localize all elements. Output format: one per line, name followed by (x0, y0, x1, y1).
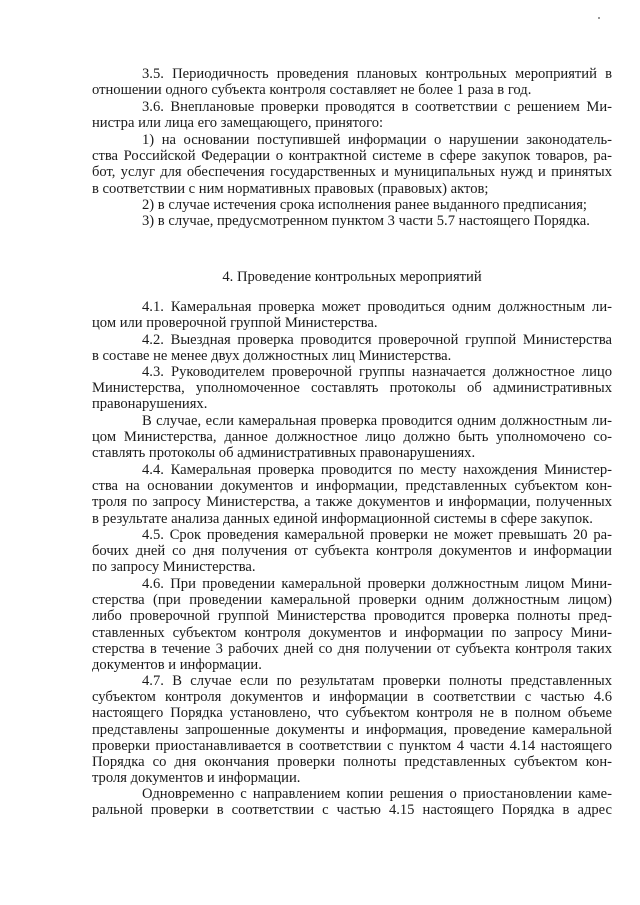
text-line: стерства в течение 3 рабочих дней со дня получении от субъекта контроля таких (92, 640, 612, 657)
text-line: бочих дней со дня получения от субъекта контроля документов и информации (92, 543, 612, 560)
text-line: стерства (при проведении камеральной проверки одним должностным лицом) (92, 592, 612, 609)
text-line: В случае, если камеральная проверка проводится одним должностным ли- (142, 413, 612, 429)
text-line: цом Министерства, данное должностное лицо должно быть уполномочено со- (92, 429, 612, 446)
paragraph-3-6-item-1 (92, 132, 612, 197)
text-line: в результате анализа данных единой информационной системы в сфере закупок. (92, 510, 593, 527)
text-line: представлены запрошенные документы и информация, проведение камеральной (92, 721, 612, 738)
text-line: нистра или лица его замещающего, принятого: (92, 115, 384, 132)
text-line: 4.5. Срок проведения камеральной проверки не может превышать 20 ра- (142, 527, 612, 543)
text-line: Одновременно с направлением копии решения о приостановлении каме- (142, 786, 612, 802)
text-line: правонарушениях. (92, 396, 208, 413)
paragraph-4-7-continued (92, 786, 612, 818)
text-line: 3.5. Периодичность проведения плановых контрольных мероприятий в (142, 66, 612, 82)
text-line: ства Российской Федерации о контрактной системе в сфере закупок товаров, ра- (92, 148, 612, 165)
text-line: ставлять протоколы об административных правонарушениях. (92, 445, 476, 462)
text-line: либо проверочной группой Министерства проводится проверка полноты пред- (92, 608, 612, 625)
paragraph-4-5 (92, 527, 612, 576)
text-line: 4.4. Камеральная проверка проводится по месту нахождения Министер- (142, 462, 612, 478)
section-heading: 4. Проведение контрольных мероприятий (222, 269, 482, 285)
paragraph-4-3 (92, 364, 612, 413)
paragraph-4-1 (92, 299, 612, 331)
paragraph-4-2 (92, 332, 612, 364)
text-line: 1) на основании поступившей информации о нарушении законодатель- (142, 132, 612, 148)
text-line: ставленных субъектом контроля документов и информации по запросу Мини- (92, 624, 612, 641)
paragraph-4-3-continued (92, 413, 612, 462)
text-line: проверки приостанавливается в соответствии с пунктом 4 части 4.14 настоящего (92, 737, 612, 754)
text-line: Министерства, уполномоченное составлять протоколы об административных (92, 380, 612, 397)
text-line: субъектом контроля документов и информации в соответствии с частью 4.6 (92, 689, 612, 706)
text-line: бот, услуг для обеспечения государственных и муниципальных нужд и принятых (92, 164, 612, 181)
text-line: по запросу Министерства. (92, 559, 256, 576)
text-line: документов и информации. (92, 657, 262, 674)
paragraph-4-6 (92, 576, 612, 673)
text-line: ральной проверки в соответствии с частью 4.15 настоящего Порядка в адрес (92, 802, 612, 819)
paragraph-3-6-item-2 (92, 197, 612, 213)
text-line: троля документов и информации. (92, 770, 301, 787)
text-line: цом или проверочной группой Министерства. (92, 315, 378, 332)
paragraph-3-6-item-3 (92, 213, 612, 229)
text-line: 4.2. Выездная проверка проводится проверочной группой Министерства (142, 332, 612, 348)
text-line: 2) в случае истечения срока исполнения ранее выданного предписания; (142, 197, 587, 213)
text-line: отношении одного субъекта контроля составляет не более 1 раза в год. (92, 82, 532, 99)
text-line: 4.1. Камеральная проверка может проводиться одним должностным ли- (142, 299, 612, 315)
page-mark (598, 17, 600, 19)
text-line: 4.7. В случае если по результатам проверки полноты представленных (142, 673, 612, 689)
paragraph-4-4 (92, 462, 612, 527)
text-line: настоящего Порядка установлено, что субъектом контроля не в полном объеме (92, 705, 612, 722)
text-line: 3.6. Внеплановые проверки проводятся в соответствии с решением Ми- (142, 99, 612, 115)
paragraph-3-6 (92, 99, 612, 131)
text-line: ства на основании документов и информации, представленных субъектом кон- (92, 478, 612, 495)
text-line: троля по запросу Министерства, а также документов и информации, полученных (92, 494, 612, 511)
text-line: Порядка со дня окончания проверки полноты представленных субъектом кон- (92, 754, 612, 771)
paragraph-3-5 (92, 66, 612, 98)
text-line: 3) в случае, предусмотренном пунктом 3 части 5.7 настоящего Порядка. (142, 213, 590, 229)
text-line: в составе не менее двух должностных лиц Министерства. (92, 348, 452, 365)
paragraph-4-7 (92, 673, 612, 786)
text-line: 4.3. Руководителем проверочной группы назначается должностное лицо (142, 364, 612, 380)
text-line: 4.6. При проведении камеральной проверки должностным лицом Мини- (142, 576, 612, 592)
text-line: в соответствии с ним нормативных правовых (правовых) актов; (92, 180, 489, 197)
